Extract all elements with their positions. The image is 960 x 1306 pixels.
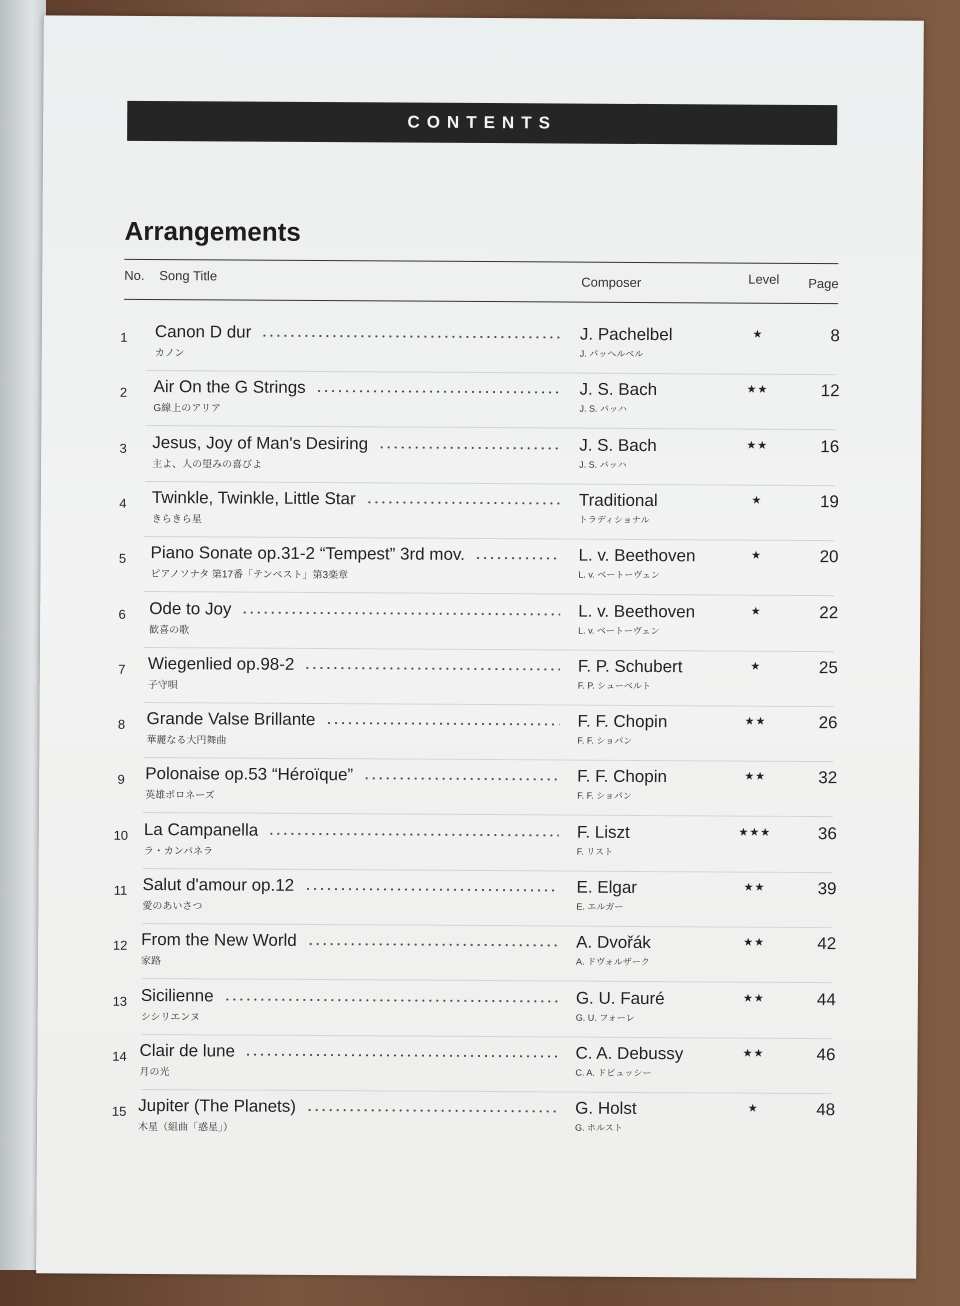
composer-name: F. P. Schubert (577, 656, 683, 677)
difficulty-stars: ★ (750, 605, 762, 618)
composer-name-japanese: G. U. フォーレ (575, 1012, 635, 1023)
composer-name-japanese: C. A. ドビュッシー (575, 1067, 652, 1078)
dot-leader (475, 557, 561, 560)
song-title: Jesus, Joy of Man's Desiring (152, 432, 369, 453)
dot-leader (305, 888, 559, 892)
song-subtitle-japanese: 主よ、人の望みの喜びよ (152, 458, 263, 471)
dot-leader (316, 390, 562, 394)
entry-number: 9 (117, 772, 125, 788)
song-title: Twinkle, Twinkle, Little Star (151, 487, 356, 509)
composer-name: L. v. Beethoven (578, 601, 696, 621)
song-title: Ode to Joy (149, 598, 232, 618)
composer-name: F. F. Chopin (577, 711, 668, 732)
composer-name-japanese: J. S. バッハ (579, 403, 628, 415)
difficulty-stars: ★ (747, 1102, 759, 1115)
section-title: Arrangements (124, 215, 301, 247)
song-subtitle-japanese: 子守唄 (147, 679, 178, 691)
composer-name-japanese: L. v. ベートーヴェン (578, 625, 660, 636)
difficulty-stars: ★★ (744, 771, 767, 784)
song-subtitle-japanese: ラ・カンパネラ (143, 845, 214, 858)
page-number: 8 (830, 326, 840, 346)
page-number: 20 (819, 547, 839, 567)
entry-number: 5 (118, 550, 127, 567)
column-header-composer: Composer (581, 274, 642, 290)
song-subtitle-japanese: 英雄ポロネーズ (145, 790, 215, 802)
entry-number: 8 (117, 716, 126, 732)
dot-leader (306, 1109, 557, 1113)
song-title: Jupiter (The Planets) (138, 1096, 297, 1117)
page-number: 36 (817, 823, 837, 843)
song-subtitle-japanese: カノン (154, 348, 185, 360)
dot-leader (366, 501, 561, 504)
entry-number: 4 (119, 495, 127, 511)
composer-name: J. S. Bach (579, 435, 657, 455)
song-subtitle-japanese: 愛のあいさつ (142, 900, 203, 913)
song-title: Wiegenlied op.98-2 (147, 653, 295, 674)
composer-name-japanese: F. F. ショパン (577, 790, 632, 802)
header-bottom-rule (124, 299, 838, 304)
composer-name-japanese: F. リスト (576, 846, 614, 857)
header-top-rule (124, 259, 838, 264)
difficulty-stars: ★★ (746, 383, 769, 397)
composer-name-japanese: F. P. シューベルト (577, 680, 651, 691)
composer-name: G. U. Fauré (575, 988, 665, 1008)
list-item (37, 1095, 917, 1154)
dot-leader (307, 943, 558, 947)
composer-name: E. Elgar (576, 877, 638, 897)
entry-number: 11 (113, 882, 128, 898)
song-subtitle-japanese: 歓喜の歌 (149, 624, 190, 636)
composer-name: J. Pachelbel (579, 324, 673, 345)
entry-number: 12 (112, 938, 128, 954)
composer-name-japanese: F. F. ショパン (577, 735, 633, 747)
song-title: Polonaise op.53 “Héroïque” (145, 764, 354, 785)
entry-number: 7 (118, 661, 126, 677)
entry-number: 2 (119, 385, 128, 401)
song-subtitle-japanese: G線上のアリア (153, 403, 221, 415)
song-subtitle-japanese: 家路 (141, 956, 162, 968)
difficulty-stars: ★ (750, 660, 762, 673)
column-header-page: Page (808, 275, 839, 292)
composer-name: C. A. Debussy (575, 1043, 684, 1064)
column-header-title: Song Title (159, 268, 218, 284)
page-number: 16 (820, 436, 840, 456)
dot-leader (304, 667, 560, 671)
page-number: 44 (816, 989, 836, 1009)
difficulty-stars: ★★ (743, 936, 766, 950)
entry-number: 10 (113, 827, 129, 843)
page-number: 26 (818, 713, 838, 733)
song-title: Air On the G Strings (153, 377, 306, 398)
page-number: 39 (817, 879, 837, 899)
difficulty-stars: ★★ (742, 1047, 765, 1060)
page-number: 22 (819, 602, 839, 622)
page-number: 19 (819, 491, 839, 512)
difficulty-stars: ★★ (742, 992, 765, 1005)
composer-name-japanese: J. パッヘルベル (579, 348, 644, 359)
dot-leader (326, 722, 560, 725)
composer-name-japanese: G. ホルスト (575, 1122, 623, 1134)
contents-banner (127, 101, 837, 145)
song-title: Grande Valse Brillante (146, 709, 316, 730)
composer-name: L. v. Beethoven (578, 545, 696, 566)
composer-name: Traditional (578, 490, 658, 510)
contents-page (36, 15, 924, 1278)
composer-name: F. F. Chopin (577, 766, 668, 787)
difficulty-stars: ★★ (744, 715, 767, 728)
entry-number: 15 (111, 1103, 127, 1120)
composer-name-japanese: A. ドヴォルザーク (576, 956, 650, 968)
entry-number: 13 (112, 993, 128, 1009)
difficulty-stars: ★ (752, 328, 764, 341)
song-title: Piano Sonate op.31-2 “Tempest” 3rd mov. (150, 543, 465, 565)
song-title: La Campanella (143, 819, 259, 840)
difficulty-stars: ★ (751, 549, 763, 562)
song-subtitle-japanese: 華麗なる大円舞曲 (146, 735, 227, 747)
song-title: Salut d'amour op.12 (142, 874, 295, 895)
page-number: 32 (818, 768, 838, 788)
composer-name: F. Liszt (576, 822, 630, 842)
composer-name: A. Dvořák (576, 932, 651, 953)
dot-leader (224, 998, 558, 1002)
song-subtitle-japanese: きらきら星 (151, 513, 202, 526)
entry-number: 1 (120, 329, 128, 345)
dot-leader (378, 446, 561, 449)
song-subtitle-japanese: シシリエンヌ (140, 1011, 200, 1023)
song-title: Canon D dur (154, 322, 252, 342)
difficulty-stars: ★ (751, 494, 763, 507)
song-subtitle-japanese: 月の光 (139, 1066, 170, 1079)
difficulty-stars: ★★★ (738, 826, 772, 839)
dot-leader (245, 1053, 558, 1057)
song-subtitle-japanese: ピアノソナタ 第17番「テンペスト」第3楽章 (150, 569, 349, 582)
dot-leader (363, 778, 559, 781)
dot-leader (261, 335, 562, 339)
composer-name-japanese: トラディショナル (578, 514, 650, 525)
composer-name: G. Holst (575, 1098, 637, 1119)
column-header-no: No. (124, 267, 145, 283)
column-header-level: Level (748, 271, 780, 287)
composer-name: J. S. Bach (579, 379, 658, 400)
difficulty-stars: ★★ (743, 881, 766, 894)
song-title: Sicilienne (140, 985, 214, 1005)
composer-name-japanese: L. v. ベートーヴェン (578, 569, 660, 581)
entry-number: 6 (118, 606, 126, 622)
difficulty-stars: ★★ (746, 439, 769, 452)
page-number: 42 (817, 934, 837, 954)
dot-leader (241, 611, 560, 615)
page-number: 48 (816, 1100, 836, 1120)
entry-number: 3 (119, 440, 127, 456)
song-title: From the New World (141, 930, 297, 951)
dot-leader (268, 832, 559, 836)
page-number: 12 (820, 381, 840, 401)
song-subtitle-japanese: 木星（組曲「惑星」） (138, 1122, 234, 1134)
entry-number: 14 (112, 1048, 127, 1064)
composer-name-japanese: E. エルガー (576, 901, 624, 912)
page-number: 25 (818, 657, 838, 677)
banner-title: CONTENTS (407, 112, 558, 133)
song-title: Clair de lune (139, 1040, 236, 1061)
page-number: 46 (816, 1044, 836, 1065)
composer-name-japanese: J. S. バッハ (579, 459, 627, 470)
